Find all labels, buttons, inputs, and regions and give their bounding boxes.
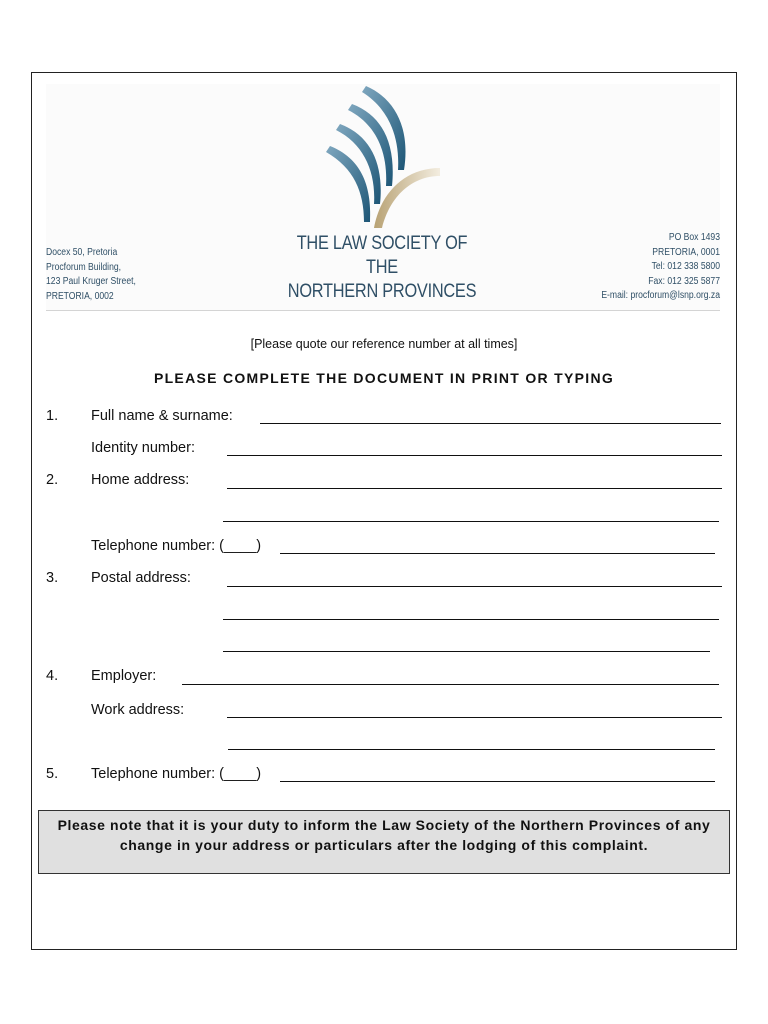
address-line: PRETORIA, 0002 <box>46 290 114 302</box>
reference-note: [Please quote our reference number at all times] <box>250 337 518 351</box>
work-telephone-field[interactable] <box>280 781 715 782</box>
work-address-field-line2[interactable] <box>228 749 715 750</box>
item-number: 3. <box>46 570 59 586</box>
employer-label: Employer: <box>91 668 157 684</box>
item-number: 5. <box>46 766 59 782</box>
street-address <box>46 246 136 304</box>
postal-city: PRETORIA, 0001 <box>652 246 720 258</box>
item-number: 4. <box>46 668 59 684</box>
postal-address-field-line2[interactable] <box>223 619 719 620</box>
address-line: 123 Paul Kruger Street, <box>46 276 136 287</box>
postal-address-label: Postal address: <box>91 570 191 586</box>
full-name-field[interactable] <box>260 423 721 424</box>
postal-address-field-line3[interactable] <box>223 651 710 652</box>
home-address-label: Home address: <box>91 472 190 488</box>
address-line: Procforum Building, <box>46 261 122 273</box>
law-society-logo-icon <box>318 82 446 232</box>
work-address-field-line1[interactable] <box>227 717 722 718</box>
telephone: Tel: 012 338 5800 <box>651 261 720 272</box>
postal-address-field-line1[interactable] <box>227 586 722 587</box>
form-heading: PLEASE COMPLETE THE DOCUMENT IN PRINT OR TYPING <box>153 370 615 386</box>
home-address-field-line1[interactable] <box>227 488 722 489</box>
item-number: 2. <box>46 472 59 488</box>
home-telephone-field[interactable] <box>280 553 715 554</box>
identity-number-field[interactable] <box>227 455 722 456</box>
employer-field[interactable] <box>182 684 719 685</box>
identity-label: Identity number: <box>91 440 195 456</box>
full-name-label: Full name & surname: <box>91 408 233 424</box>
item-number: 1. <box>46 408 59 424</box>
home-address-field-line2[interactable] <box>223 521 719 522</box>
address-line: Docex 50, Pretoria <box>46 247 118 258</box>
duty-notice: Please note that it is your duty to inform the Law Society of the Northern Provinces of any change in your address or particulars after the lodging of this complaint. <box>38 810 730 874</box>
contact-details <box>601 231 720 304</box>
telephone-label: Telephone number: (____) <box>91 766 262 782</box>
organization-name-line1: THE LAW SOCIETY OF THE <box>296 233 468 278</box>
letterhead-divider <box>46 310 720 311</box>
email: E-mail: procforum@lsnp.org.za <box>601 290 720 301</box>
po-box: PO Box 1493 <box>668 232 720 243</box>
fax: Fax: 012 325 5877 <box>648 275 720 287</box>
organization-name-line2: NORTHERN PROVINCES <box>287 281 477 302</box>
work-address-label: Work address: <box>91 702 185 718</box>
organization-name <box>279 232 485 304</box>
telephone-label: Telephone number: (____) <box>91 538 262 554</box>
